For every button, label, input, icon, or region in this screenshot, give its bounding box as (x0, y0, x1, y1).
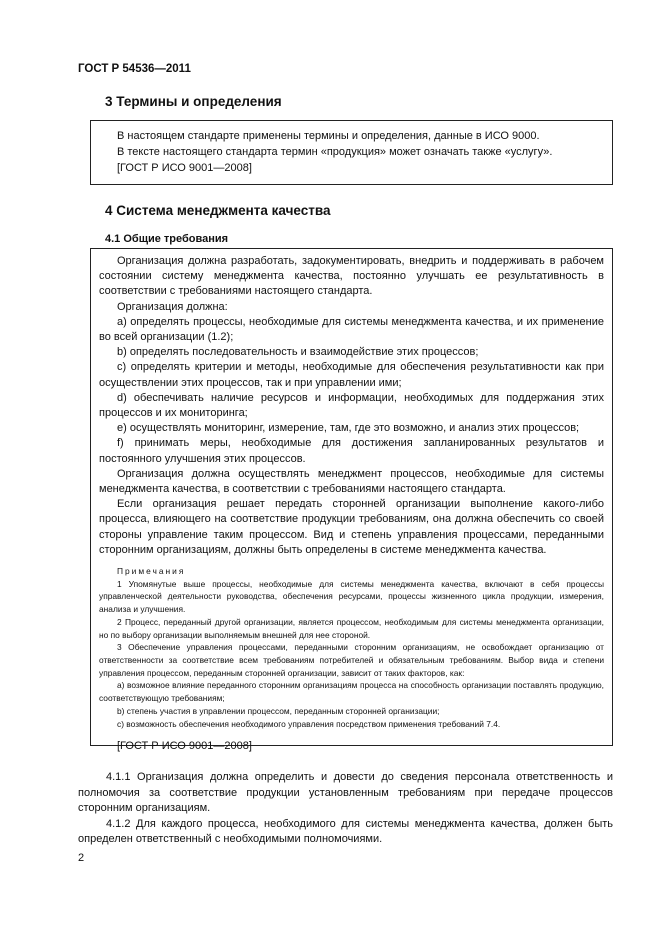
note-item: 2 Процесс, переданный другой организации, является процессом, необходимым для системы менеджмента организации, но по выбору организации выполняемым внешней для нее стороной. (99, 616, 604, 640)
section-3-title: 3 Термины и определения (105, 94, 282, 109)
section-4-title: 4 Система менеджмента качества (105, 203, 331, 218)
notes-title: Примечания (117, 566, 186, 577)
note-item: с) возможность обеспечения необходимого управления посредством применения требований 7.4. (117, 718, 501, 729)
terms-line: В настоящем стандарте применены термины и определения, данные в ИСО 9000. (117, 130, 540, 142)
requirements-box (90, 248, 613, 753)
requirement-item: е) осуществлять мониторинг, измерение, там, где это возможно, и анализ этих процессов; (117, 422, 580, 435)
page-number: 2 (78, 852, 85, 864)
note-item: b) степень участия в управлении процессом, переданным сторонней организации; (117, 705, 440, 716)
paragraph-4-1-1: 4.1.1 Организация должна определить и довести до сведения персонала ответственность и полномочия за соответствие продукции установленным требованиям при передаче процессов сторонним организациям. (78, 771, 613, 814)
requirement-item: а) определять процессы, необходимые для системы менеджмента качества, и их применение во всей организации (1.2); (99, 315, 604, 344)
outsourcing-paragraph: Если организация решает передать сторонней организации выполнение какого-либо процесса, влияющего на соответствие продукции требованиям, она должна обеспечить со своей стороны управление таким процессом. Вид и степень управления процессами, переданными сторонним организациям, должны быть определены в системе менеджмента качества. (99, 498, 604, 556)
subsection-4-1-title: 4.1 Общие требования (105, 233, 229, 245)
process-management-paragraph: Организация должна осуществлять менеджмент процессов, необходимые для системы менеджмента качества, в соответствии с требованиями настоящего стандарта. (99, 467, 604, 496)
requirement-item: с) определять критерии и методы, необходимые для обеспечения результативности как при осуществлении этих процессов, так и при управлении ими; (99, 361, 604, 389)
requirements-intro: Организация должна разработать, задокументировать, внедрить и поддерживать в рабочем состоянии систему менеджмента качества, постоянно улучшать ее результативность в соответствии с требованиями настоящего стандарта. (99, 255, 604, 298)
terms-box (90, 120, 613, 185)
requirements-must: Организация должна: (117, 300, 228, 313)
requirement-item: d) обеспечивать наличие ресурсов и информации, необходимых для поддержания этих процессов и их мониторинга; (99, 391, 604, 420)
note-item: а) возможное влияние переданного сторонним организациям процесса на способность организации поставлять продукцию, соответствующую требованиям; (99, 680, 604, 704)
note-item: 1 Упомянутые выше процессы, необходимые для системы менеджмента качества, включают в себя процессы управленческой деятельности руководства, обеспечения ресурсами, процессы жизненного цикла продукции, измерения, анализа и улучшения. (99, 578, 604, 615)
requirements-reference: [ГОСТ Р ИСО 9001—2008] (117, 740, 252, 753)
requirement-item: f) принимать меры, необходимые для достижения запланированных результатов и постоянного улучшения этих процессов. (99, 437, 604, 465)
requirement-item: b) определять последовательность и взаимодействие этих процессов; (117, 346, 479, 359)
paragraph-4-1-2: 4.1.2 Для каждого процесса, необходимого для системы менеджмента качества, должен быть определен ответственный с необходимыми полномочиями. (78, 817, 613, 845)
notes-block (99, 565, 604, 730)
note-item: 3 Обеспечение управления процессами, переданными сторонним организациям, не освобождает организацию от ответственности за соответствие всем требованиям потребителей и обязательным требованиям. Выбор вида и степени управления процессом, переданным сторонней организации, зависит от таких факторов, как: (99, 642, 604, 678)
body-text (78, 770, 613, 848)
document-header: ГОСТ Р 54536—2011 (78, 63, 191, 75)
terms-line: В тексте настоящего стандарта термин «продукция» может означать также «услугу». (117, 146, 553, 158)
terms-reference: [ГОСТ Р ИСО 9001—2008] (117, 162, 252, 174)
